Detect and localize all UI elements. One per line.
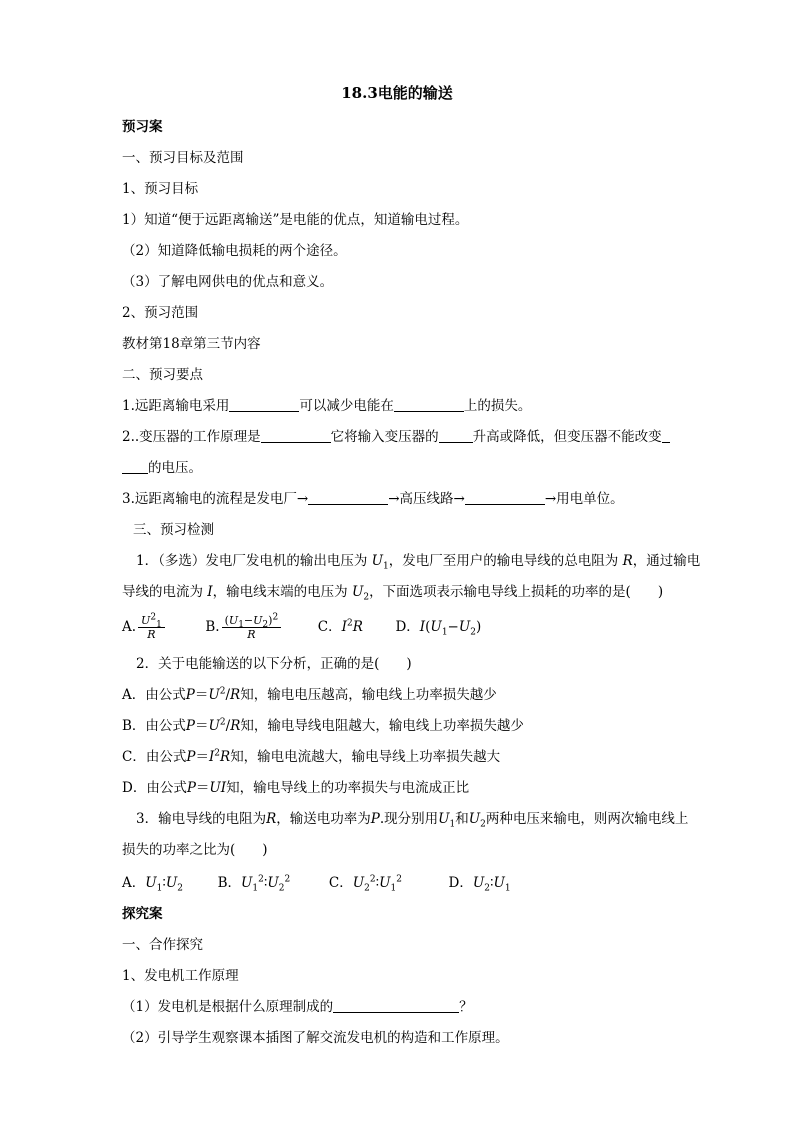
option-d[interactable]: D．$I(U_1-U_2)$ bbox=[395, 619, 482, 638]
option-d[interactable]: D．$U_2∶U_1$ bbox=[448, 875, 511, 894]
q2-option-a[interactable]: A．由公式$P=U^2/R$知，输电电压越高，输电线上功率损失越少 bbox=[122, 686, 497, 703]
q3-line-2: 损失的功率之比为( ) bbox=[122, 842, 268, 858]
scope-heading: 2、预习范围 bbox=[122, 305, 199, 321]
option-a[interactable]: A. $\frac{U^2_1}{R}$ bbox=[122, 619, 167, 635]
goal-2: （2）知道降低输电损耗的两个途径。 bbox=[122, 243, 347, 259]
q2-option-c[interactable]: C．由公式$P=I^2R$知，输电电流越大，输电导线上功率损失越大 bbox=[122, 748, 501, 765]
point-1: 1.远距离输电采用 可以减少电能在 上的损失。 bbox=[122, 398, 532, 414]
preview-section-2: 二、预习要点 bbox=[122, 367, 203, 383]
page-title: 18.3电能的输送 bbox=[341, 84, 453, 102]
option-c[interactable]: C．$I^2R$ bbox=[317, 618, 363, 635]
q2-option-d[interactable]: D．由公式P＝UI知，输电导线上的功率损失与电流成正比 bbox=[122, 780, 470, 796]
q3-options bbox=[122, 874, 511, 892]
q1-line-1: 1．（多选）发电厂发电机的输出电压为 $U_1$，发电厂至用户的输电导线的总电阻为 R，通过输电 bbox=[136, 553, 701, 572]
scope-text: 教材第18章第三节内容 bbox=[122, 336, 261, 352]
q1-line-2: 导线的电流为 I，输电线末端的电压为 $U_2$，下面选项表示输电导线上损耗的功率的是( ) bbox=[122, 584, 664, 603]
fill-blank[interactable] bbox=[333, 998, 459, 1013]
option-a[interactable]: A．$U_1∶U_2$ bbox=[122, 875, 184, 894]
preview-heading: 预习案 bbox=[122, 119, 163, 135]
fill-blank[interactable] bbox=[662, 428, 670, 443]
explore-question-1: （1）发电机是根据什么原理制成的 ？ bbox=[122, 999, 473, 1015]
goal-3: （3）了解电网供电的优点和意义。 bbox=[122, 274, 334, 290]
q1-options bbox=[122, 610, 481, 644]
explore-heading: 探究案 bbox=[122, 906, 163, 922]
explore-question-2: （2）引导学生观察课本插图了解交流发电机的构造和工作原理。 bbox=[122, 1030, 509, 1046]
point-2-cont: 的电压。 bbox=[122, 459, 202, 477]
explore-section-1: 一、合作探究 bbox=[122, 937, 203, 953]
explore-item-1: 1、发电机工作原理 bbox=[122, 968, 239, 984]
q2-option-b[interactable]: B．由公式$P=U^2/R$知，输电导线电阻越大，输电线上功率损失越少 bbox=[122, 717, 524, 734]
option-b[interactable]: B．$U_1^2∶U_2^2$ bbox=[217, 874, 291, 894]
goal-heading: 1、预习目标 bbox=[122, 181, 199, 197]
fill-blank[interactable] bbox=[439, 428, 473, 443]
fill-blank[interactable] bbox=[122, 459, 148, 474]
q2-stem: 2．关于电能输送的以下分析，正确的是( ) bbox=[136, 656, 412, 672]
fill-blank[interactable] bbox=[229, 397, 299, 412]
goal-1: 1）知道“便于远距离输送”是电能的优点，知道输电过程。 bbox=[122, 212, 469, 228]
point-2: 2..变压器的工作原理是 它将输入变压器的 升高或降低，但变压器不能改变 bbox=[122, 428, 670, 446]
preview-section-1: 一、预习目标及范围 bbox=[122, 150, 244, 166]
q3-line-1: 3．输电导线的电阻为R，输送电功率为P.现分别用$U_1$和$U_2$两种电压来输电，则两次输电线上 bbox=[136, 811, 689, 830]
fill-blank[interactable] bbox=[465, 490, 545, 505]
point-3: 3.远距离输电的流程是发电厂→ →高压线路→ →用电单位。 bbox=[122, 491, 624, 507]
fill-blank[interactable] bbox=[394, 397, 464, 412]
option-c[interactable]: C．$U_2^2∶U_1^2$ bbox=[328, 874, 402, 894]
fill-blank[interactable] bbox=[261, 428, 331, 443]
option-b[interactable]: B. $\frac{(U_1-U_2)^2}{R}$ bbox=[205, 619, 283, 635]
fill-blank[interactable] bbox=[308, 490, 388, 505]
preview-section-3: 三、预习检测 bbox=[133, 522, 214, 538]
